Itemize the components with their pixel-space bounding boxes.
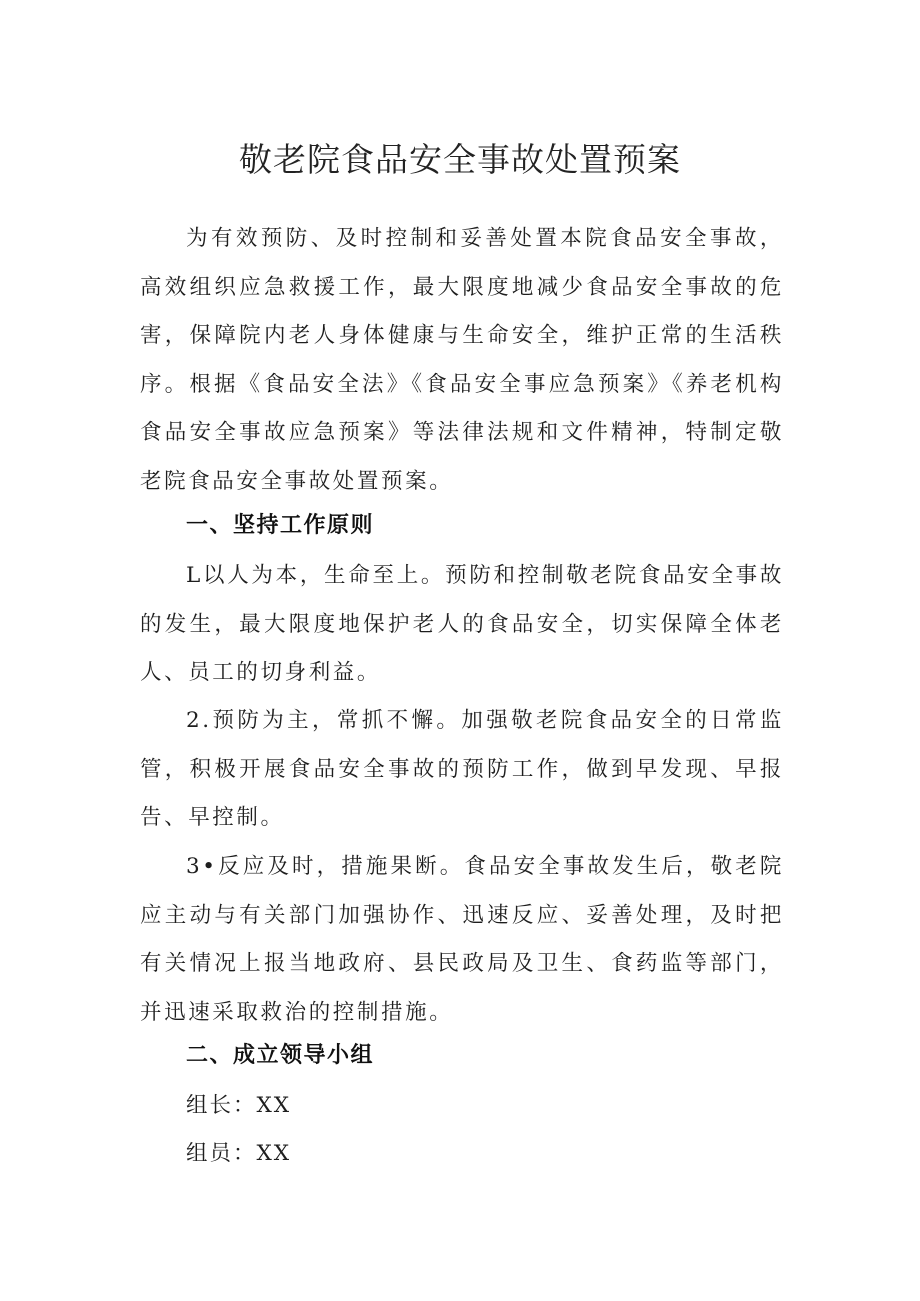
intro-paragraph: 为有效预防、及时控制和妥善处置本院食品安全事故，高效组织应急救援工作，最大限度地减少食品安全事故的危害，保障院内老人身体健康与生命安全，维护正常的生活秩序。根据《食品安全法》《食品安全事应急预案》《养老机构食品安全事故应急预案》等法律法规和文件精神，特制定敬老院食品安全事故处置预案。 — [140, 226, 784, 494]
document-title: 敬老院食品安全事故处置预案 — [239, 140, 681, 179]
principle-item-3: 3•反应及时，措施果断。食品安全事故发生后，敬老院应主动与有关部门加强协作、迅速反应、妥善处理，及时把有关情况上报当地政府、县民政局及卫生、食药监等部门，并迅速采取救治的控制措施。 — [140, 854, 784, 1025]
principle-item-1: L以人为本，生命至上。预防和控制敬老院食品安全事故的发生，最大限度地保护老人的食品安全，切实保障全体老人、员工的切身利益。 — [140, 563, 784, 685]
team-leader: 组长：XX — [186, 1093, 292, 1118]
section-heading-principles: 一、坚持工作原则 — [186, 513, 375, 538]
section-heading-leadership: 二、成立领导小组 — [186, 1043, 375, 1068]
principle-item-2: 2.预防为主，常抓不懈。加强敬老院食品安全的日常监管，积极开展食品安全事故的预防工作，做到早发现、早报告、早控制。 — [140, 708, 784, 830]
team-member: 组员：XX — [186, 1141, 292, 1166]
